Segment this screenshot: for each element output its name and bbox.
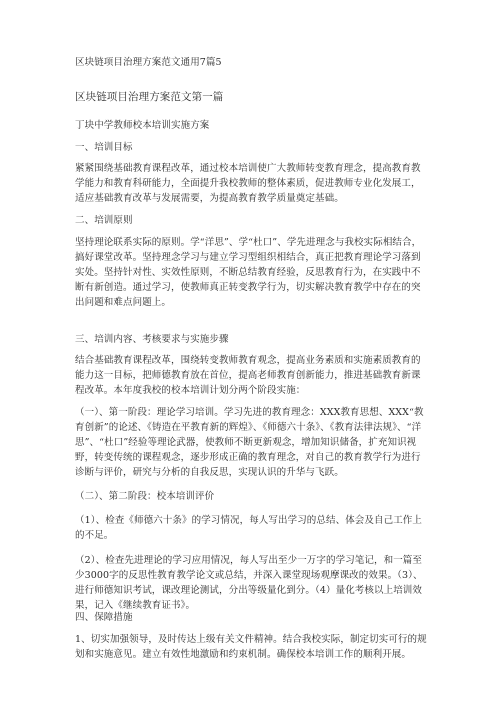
document-subtitle: 丁块中学教师校本培训实施方案: [75, 120, 210, 131]
heading-training-principle: 二、培训原则: [75, 215, 133, 226]
paragraph-safeguard-measures: 1、切实加强领导，及时传达上级有关文件精神。结合我校实际，制定切实可行的规划和实施意见。建立有效性地激励和约束机制。确保校本培训工作的顺利开展。: [75, 634, 427, 660]
paragraph-training-goal: 紧紧围绕基础教育课程改革，通过校本培训使广大教师转变教育理念，提高教育教学能力和教育科研能力，全面提升我校教师的整体素质，促进教师专业化发展工，适应基础教育改革与发展需要，为提高教育教学质量奠定基础。: [75, 163, 421, 204]
paragraph-check-two: （2）、检查先进理论的学习应用情况，每人写出至少一万字的学习笔记，和一篇至少3000字的反思性教育教学论文或总结，并深入课堂现场观摩课改的效果。（3）、进行师德知识考试，课改理论测试，分出等级量化到分。（4）量化考核以上培训效果，记入《继续教育证书》。: [75, 555, 423, 611]
paragraph-training-content: 结合基础教育课程改革，围绕转变教师教育观念，提高业务素质和实施素质教育的能力这一目标，把师德教育放在首位，提高老师教育创新能力，推进基础教育新课程改革。本年度我校的校本培训计划分两个阶段实施：: [75, 355, 421, 396]
heading-safeguard-measures: 四、保障措施: [75, 612, 133, 623]
paragraph-stage-two: （二）、第二阶段：校本培训评价: [75, 491, 215, 502]
paragraph-training-principle: 坚持理论联系实际的原则。学“洋思”、学“杜口”、学先进理念与我校实际相结合，搞好课堂改革。坚持理念学习与建立学习型组织相结合，真正把教育理论学习落到实处。坚持针对性、实效性原则，不断总结教育经验，反思教育行为，在实践中不断有新创造。通过学习，使教师真正转变教学行为，切实解决教育教学中存在的突出问题和难点问题上。: [75, 237, 422, 308]
document-title: 区块链项目治理方案范文通用7篇5: [75, 57, 222, 68]
paragraph-stage-one: （一）、第一阶段：理论学习培训。学习先进的教育理念：XXX教育思想、XXX“教育创新”的论述、《铸造在平教育新的辉煌》、《师德六十条》、《教育法律法规》、“洋思”、“杜口”经验等理论武器，使教师不断更新观念，增加知识储备，扩充知识视野，转变传统的课程观念，逐步形成正确的教育理念，对自己的教育教学行为进行诊断与评价，研究与分析的自我反思，实现认识的升华与飞跃。: [75, 407, 424, 478]
paragraph-check-one: （1）、检查《师德六十条》的学习情况，每人写出学习的总结、体会及自己工作上的不足。: [75, 515, 422, 541]
heading-training-goal: 一、培训目标: [75, 142, 133, 153]
section-title: 区块链项目治理方案范文第一篇: [75, 91, 224, 103]
heading-training-content: 三、培训内容、考核要求与实施步骤: [75, 334, 229, 345]
